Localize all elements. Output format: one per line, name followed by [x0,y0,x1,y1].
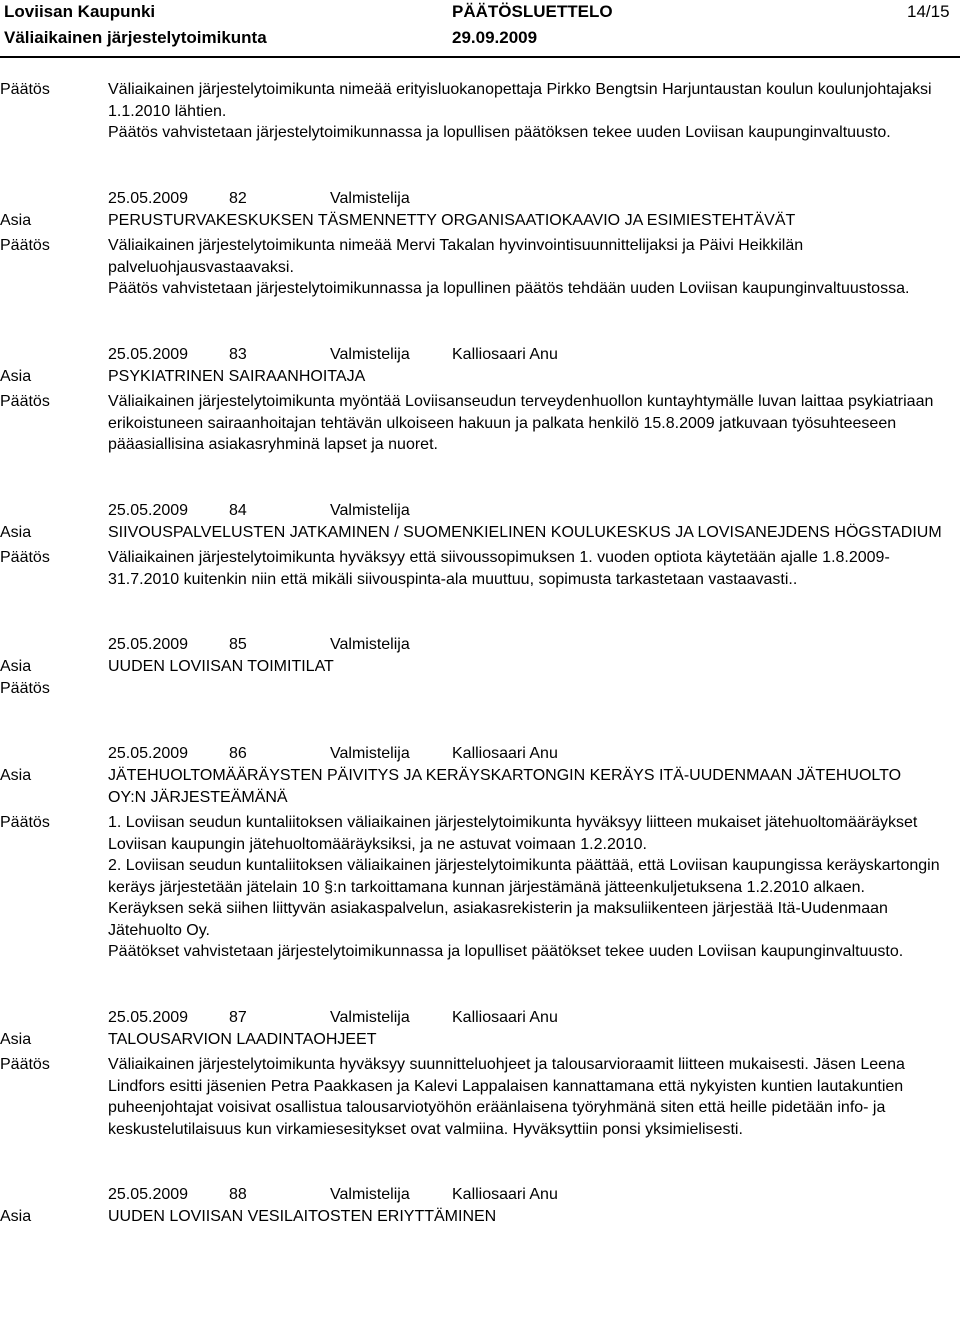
entry-preparer: Kalliosaari Anu [452,1008,558,1026]
entry-role: Valmistelija [330,636,410,653]
entry-number: 82 [229,189,247,207]
paatos-label: Päätös [0,393,50,410]
paatos-label: Päätös [0,81,50,98]
paatos-paragraph: Väliaikainen järjestelytoimikunta nimeää erityisluokanopettaja Pirkko Bengtsin Harjuntaustan koulun koulunjohtajaksi 1.1.2010 lähtien. [108,81,932,120]
paatos-row [0,547,960,590]
entry-number: 87 [229,1008,247,1026]
decision-entry [0,500,960,591]
entry-date: 25.05.2009 [108,189,189,207]
asia-row [0,366,960,388]
entry-preparer: Kalliosaari Anu [452,1186,558,1203]
decision-entry [0,634,960,699]
entry-role: Valmistelija [330,1186,410,1203]
entry-number: 85 [229,636,247,653]
decision-entry [0,188,960,300]
entry-role: Valmistelija [330,1008,410,1026]
paatos-paragraph: Päätökset vahvistetaan järjestelytoimikunnassa ja lopulliset päätökset tekee uuden Loviisan kaupunginvaltuusto. [108,943,904,960]
asia-label: Asia [0,367,32,385]
decision-list [0,58,960,1228]
asia-row [0,1029,960,1051]
paatos-text [108,235,942,300]
entry-date: 25.05.2009 [108,345,189,363]
entry-number: 88 [229,1186,247,1203]
asia-label: Asia [0,211,32,229]
paatos-row [0,391,960,456]
asia-row [0,656,960,678]
decision-entry [0,344,960,456]
intro-decision [0,79,960,144]
entry-date: 25.05.2009 [108,501,189,519]
asia-row [0,765,960,808]
paatos-text [108,1054,942,1140]
paatos-paragraph: 2. Loviisan seudun kuntaliitoksen väliaikainen järjestelytoimikunta päättää, että Loviisan kaupungissa keräyskartongin keräys järjestetään jätelain 10 §:n tarkoittamana kunnan järjestämänä jätteenkuljetuksena 1.2.2010 alkaen. Keräyksen sekä siihen liittyvän asiakaspalvelun, asiakasrekisterin ja maksuliikenteen järjestää Itä-Uudenmaan Jätehuolto Oy. [108,857,940,939]
paatos-paragraph: 1. Loviisan seudun kuntaliitoksen väliaikainen järjestelytoimikunta hyväksyy liitteen mukaiset jätehuoltomääräykset Loviisan kaupungin jätehuoltomääräyksiksi, ja ne astuvat voimaan 1.2.2010. [108,814,918,853]
asia-row [0,522,960,544]
paatos-paragraph: Väliaikainen järjestelytoimikunta hyväksyy että siivoussopimuksen 1. vuoden optiota käytetään ajalle 1.8.2009-31.7.2010 kuitenkin niin että mikäli siivouspinta-ala muuttuu, sopimusta tarkastetaan vastaavasti.. [108,549,890,588]
entry-date: 25.05.2009 [108,1186,189,1203]
paatos-text [108,678,942,700]
asia-label: Asia [0,658,32,675]
asia-row [0,210,960,232]
asia-row [0,1206,960,1228]
entry-preparer: Kalliosaari Anu [452,345,558,363]
asia-text: JÄTEHUOLTOMÄÄRÄYSTEN PÄIVITYS JA KERÄYSKARTONGIN KERÄYS ITÄ-UUDENMAAN JÄTEHUOLTO OY:N JÄRJESTEÄMÄNÄ [108,767,902,806]
asia-label: Asia [0,767,32,784]
entry-role: Valmistelija [330,189,410,207]
asia-text: PERUSTURVAKESKUKSEN TÄSMENNETTY ORGANISAATIOKAAVIO JA ESIMIESTEHTÄVÄT [108,211,796,229]
entry-meta [0,1007,960,1029]
entry-meta [0,634,960,656]
paatos-row [0,79,960,144]
entry-meta [0,344,960,366]
asia-label: Asia [0,523,32,541]
entry-date: 25.05.2009 [108,636,189,653]
paatos-paragraph: Päätös vahvistetaan järjestelytoimikunnassa ja lopullinen päätös tehdään uuden Loviisan kaupunginvaltuustossa. [108,280,910,297]
paatos-row [0,1054,960,1140]
paatos-paragraph: Väliaikainen järjestelytoimikunta nimeää Mervi Takalan hyvinvointisuunnittelijaksi ja Päivi Heikkilän palveluohjausvastaavaksi. [108,237,804,276]
paatos-label: Päätös [0,1056,50,1073]
paatos-row [0,678,960,700]
paatos-label: Päätös [0,237,50,254]
entry-meta [0,500,960,522]
entry-number: 84 [229,501,247,519]
entry-role: Valmistelija [330,501,410,519]
page-header [0,0,960,60]
paatos-paragraph: Väliaikainen järjestelytoimikunta hyväksyy suunnitteluohjeet ja talousarvioraamit liitteen mukaisesti. Jäsen Leena Lindfors esitti jäsenien Petra Paakkasen ja Kalevi Lappalaisen kannattamana että nykyisten kuntien lautakuntien puheenjohtajat voisivat osallistua talousarviotyöhön eräänlaisena työryhmänä siten että heille pidetään info- ja keskustelutilaisuus kun virkamiesesitykset ovat valmiina. Hyväksyttiin ponsi yksimielisesti. [108,1056,905,1138]
paatos-label: Päätös [0,679,50,697]
paatos-row [0,812,960,963]
asia-text: SIIVOUSPALVELUSTEN JATKAMINEN / SUOMENKIELINEN KOULUKESKUS JA LOVISANEJDENS HÖGSTADIUM [108,523,942,541]
asia-text: UUDEN LOVIISAN VESILAITOSTEN ERIYTTÄMINEN [108,1208,497,1225]
decision-entry [0,1007,960,1141]
page-number: 14/15 [907,2,950,21]
document-date: 29.09.2009 [452,28,538,47]
document-title: PÄÄTÖSLUETTELO [452,2,613,21]
paatos-label: Päätös [0,549,50,566]
asia-text: TALOUSARVION LAADINTAOHJEET [108,1030,377,1048]
paatos-paragraph: Päätös vahvistetaan järjestelytoimikunnassa ja lopullisen päätöksen tekee uuden Loviisan kaupunginvaltuusto. [108,124,891,141]
entry-number: 83 [229,345,247,363]
paatos-text [108,812,942,963]
entry-meta [0,743,960,765]
asia-label: Asia [0,1208,32,1225]
entry-meta [0,188,960,210]
paatos-row [0,235,960,300]
committee-name: Väliaikainen järjestelytoimikunta [4,28,267,47]
asia-label: Asia [0,1030,32,1048]
entry-preparer: Kalliosaari Anu [452,745,558,762]
paatos-label: Päätös [0,814,50,831]
decision-entry [0,743,960,963]
entry-number: 86 [229,745,247,762]
entry-meta [0,1184,960,1206]
paatos-paragraph: Väliaikainen järjestelytoimikunta myöntää Loviisanseudun terveydenhuollon kuntayhtymälle luvan laittaa psykiatriaan erikoistuneen sairaanhoitajan tehtävän ulkoiseen hakuun ja palkata henkilö 15.8.2009 jatkuvaan työsuhteeseen pääasiallisina asiakasryhminä lapset ja nuoret. [108,393,934,453]
entry-role: Valmistelija [330,745,410,762]
paatos-text [108,391,942,456]
org-name: Loviisan Kaupunki [4,2,156,21]
paatos-text [108,79,942,144]
decision-entry [0,1184,960,1228]
paatos-text [108,547,942,590]
asia-text: UUDEN LOVIISAN TOIMITILAT [108,658,334,675]
entry-date: 25.05.2009 [108,745,189,762]
entry-role: Valmistelija [330,345,410,363]
asia-text: PSYKIATRINEN SAIRAANHOITAJA [108,367,366,385]
entry-date: 25.05.2009 [108,1008,189,1026]
